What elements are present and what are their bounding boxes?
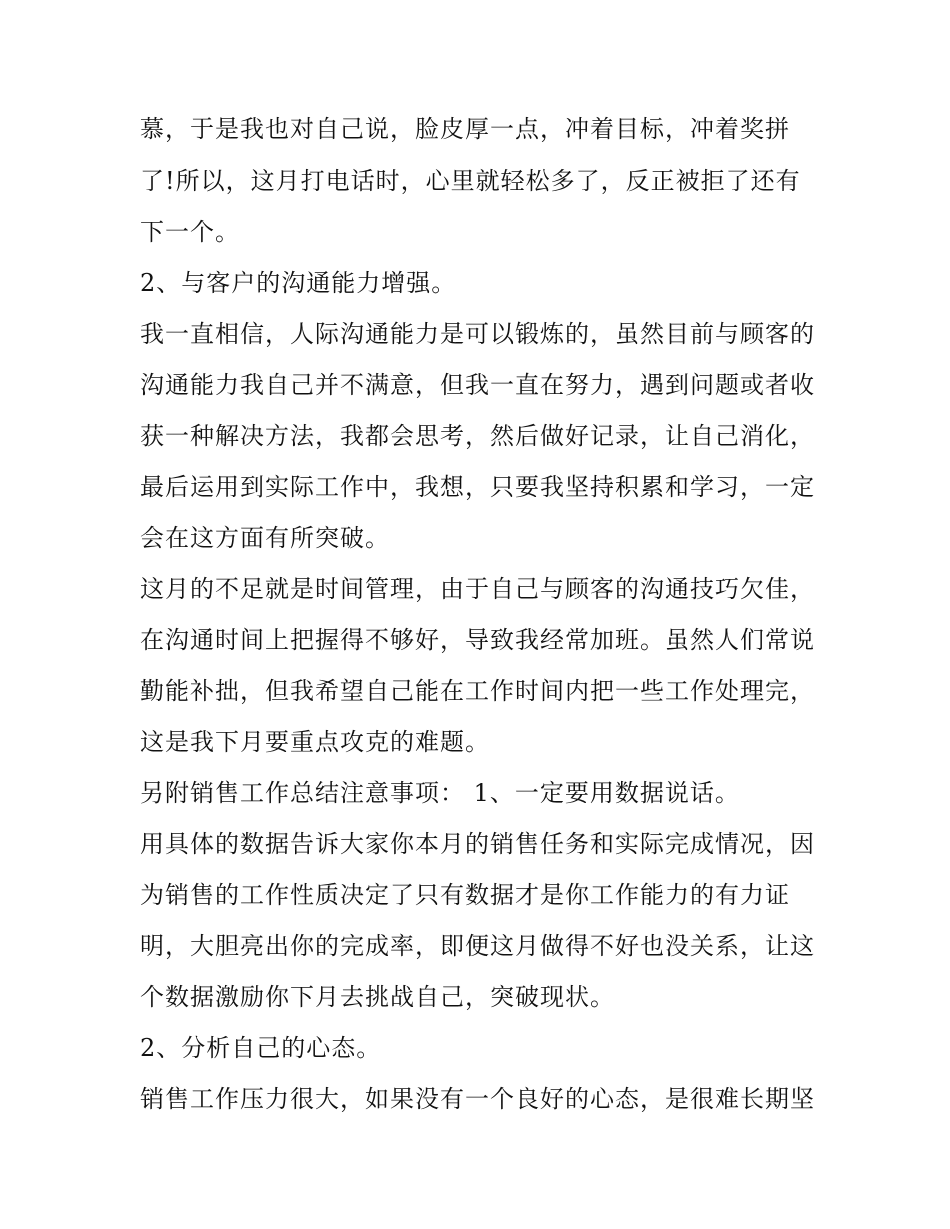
- text-line: 慕，于是我也对自己说，脸皮厚一点，冲着目标，冲着奖拼: [140, 115, 790, 143]
- text-line: 个数据激励你下月去挑战自己，突破现状。: [140, 983, 615, 1011]
- list-heading: 2、分析自己的心态。: [140, 1034, 382, 1062]
- text-line: 勤能补拙，但我希望自己能在工作时间内把一些工作处理完，: [140, 677, 815, 705]
- text-line: 获一种解决方法，我都会思考，然后做好记录，让自己消化，: [140, 422, 815, 450]
- text-line: 用具体的数据告诉大家你本月的销售任务和实际完成情况，因: [140, 830, 815, 858]
- text-line: 下一个。: [140, 218, 240, 246]
- text-line: 明，大胆亮出你的完成率，即便这月做得不好也没关系，让这: [140, 932, 815, 960]
- text-line: 这月的不足就是时间管理，由于自己与顾客的沟通技巧欠佳，: [140, 575, 815, 603]
- section-heading: 另附销售工作总结注意事项： 1、一定要用数据说话。: [140, 779, 740, 807]
- text-line: 最后运用到实际工作中，我想，只要我坚持积累和学习，一定: [140, 473, 815, 501]
- text-line: 我一直相信，人际沟通能力是可以锻炼的，虽然目前与顾客的: [140, 320, 815, 348]
- text-line: 了!所以，这月打电话时，心里就轻松多了，反正被拒了还有: [140, 167, 801, 195]
- text-line: 这是我下月要重点攻克的难题。: [140, 728, 490, 756]
- list-heading: 2、与客户的沟通能力增强。: [140, 269, 457, 297]
- text-line: 会在这方面有所突破。: [140, 524, 390, 552]
- text-line: 在沟通时间上把握得不够好，导致我经常加班。虽然人们常说: [140, 626, 815, 654]
- text-line: 沟通能力我自己并不满意，但我一直在努力，遇到问题或者收: [140, 371, 815, 399]
- text-line: 销售工作压力很大，如果没有一个良好的心态，是很难长期坚: [140, 1085, 815, 1113]
- text-line: 为销售的工作性质决定了只有数据才是你工作能力的有力证: [140, 881, 790, 909]
